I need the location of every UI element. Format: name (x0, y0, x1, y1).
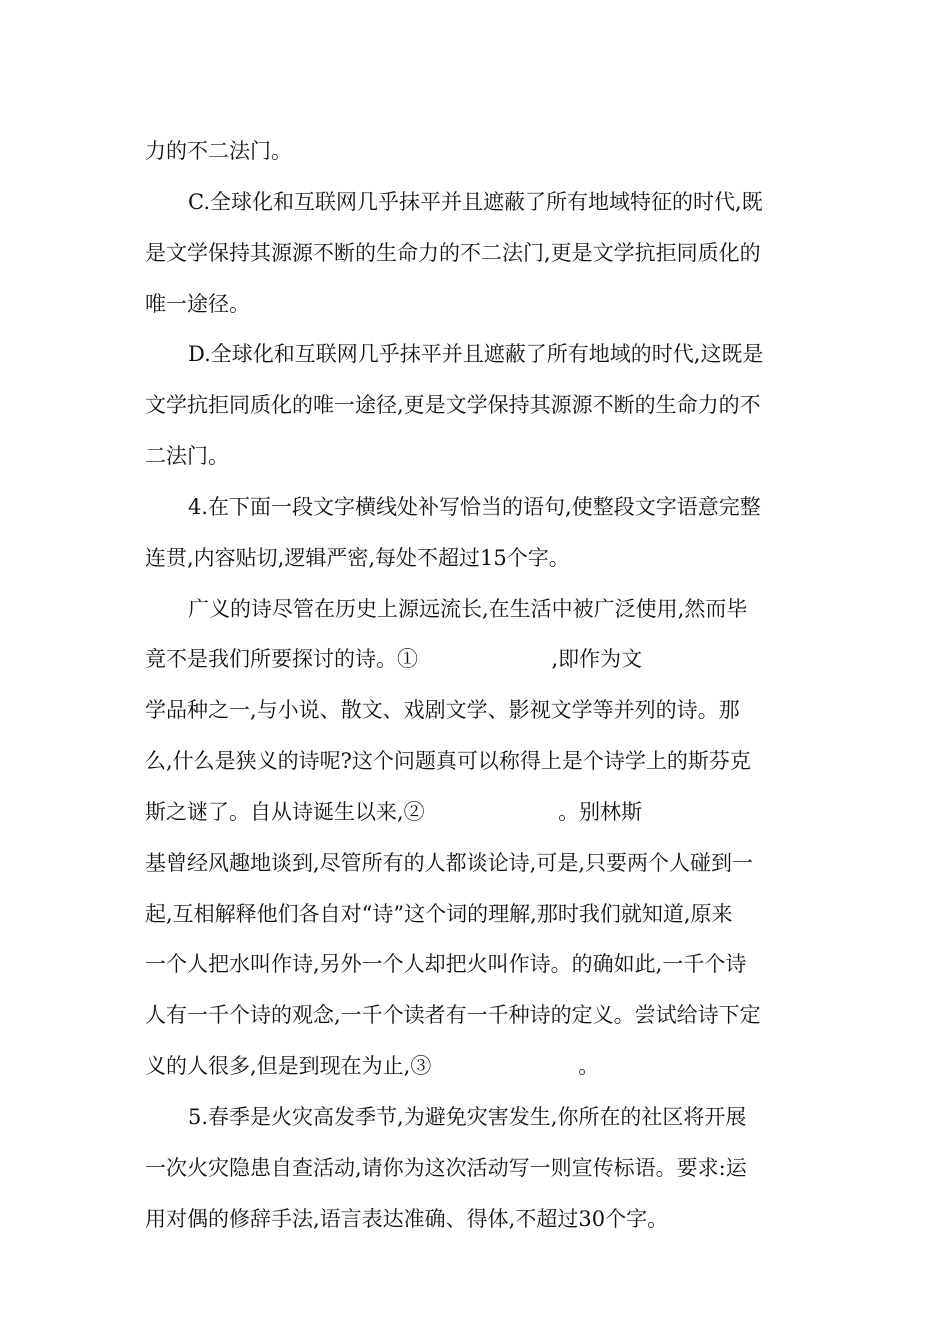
option-c-line: C.全球化和互联网几乎抹平并且遮蔽了所有地域特征的时代,既 (188, 190, 763, 214)
text-line: 起,互相解释他们各自对“诗”这个词的理解,那时我们就知道,原来 (145, 902, 733, 926)
passage-line: 广义的诗尽管在历史上源远流长,在生活中被广泛使用,然而毕 (188, 597, 748, 621)
option-d-line: D.全球化和互联网几乎抹平并且遮蔽了所有地域的时代,这既是 (188, 342, 764, 366)
text-line: 学品种之一,与小说、散文、戏剧文学、影视文学等并列的诗。那 (145, 698, 740, 722)
text-line-blank-1: 竟不是我们所要探讨的诗。① ,即作为文 (145, 647, 643, 671)
text-line: 二法门。 (145, 444, 229, 468)
text-line: 一个人把水叫作诗,另外一个人却把火叫作诗。的确如此,一千个诗 (145, 952, 747, 976)
text-line-blank-3: 义的人很多,但是到现在为止,③ 。 (145, 1054, 600, 1078)
text-line: 用对偶的修辞手法,语言表达准确、得体,不超过30个字。 (145, 1207, 669, 1231)
text-line-blank-2: 斯之谜了。自从诗诞生以来,② 。别林斯 (145, 800, 643, 824)
text-line: 基曾经风趣地谈到,尽管所有的人都谈论诗,可是,只要两个人碰到一 (145, 851, 754, 875)
text-line: 一次火灾隐患自查活动,请你为这次活动写一则宣传标语。要求:运 (145, 1156, 747, 1180)
question-4-line: 4.在下面一段文字横线处补写恰当的语句,使整段文字语意完整 (188, 495, 761, 519)
text-line: 唯一途径。 (145, 292, 250, 316)
text-line: 人有一千个诗的观念,一千个读者有一千种诗的定义。尝试给诗下定 (145, 1003, 761, 1027)
text-line: 文学抗拒同质化的唯一途径,更是文学保持其源源不断的生命力的不 (145, 393, 761, 417)
text-line: 连贯,内容贴切,逻辑严密,每处不超过15个字。 (145, 546, 570, 570)
question-5-line: 5.春季是火灾高发季节,为避免灾害发生,你所在的社区将开展 (188, 1105, 747, 1129)
text-line: 力的不二法门。 (145, 139, 292, 163)
text-line: 么,什么是狭义的诗呢?这个问题真可以称得上是个诗学上的斯芬克 (145, 749, 751, 773)
text-line: 是文学保持其源源不断的生命力的不二法门,更是文学抗拒同质化的 (145, 241, 761, 265)
